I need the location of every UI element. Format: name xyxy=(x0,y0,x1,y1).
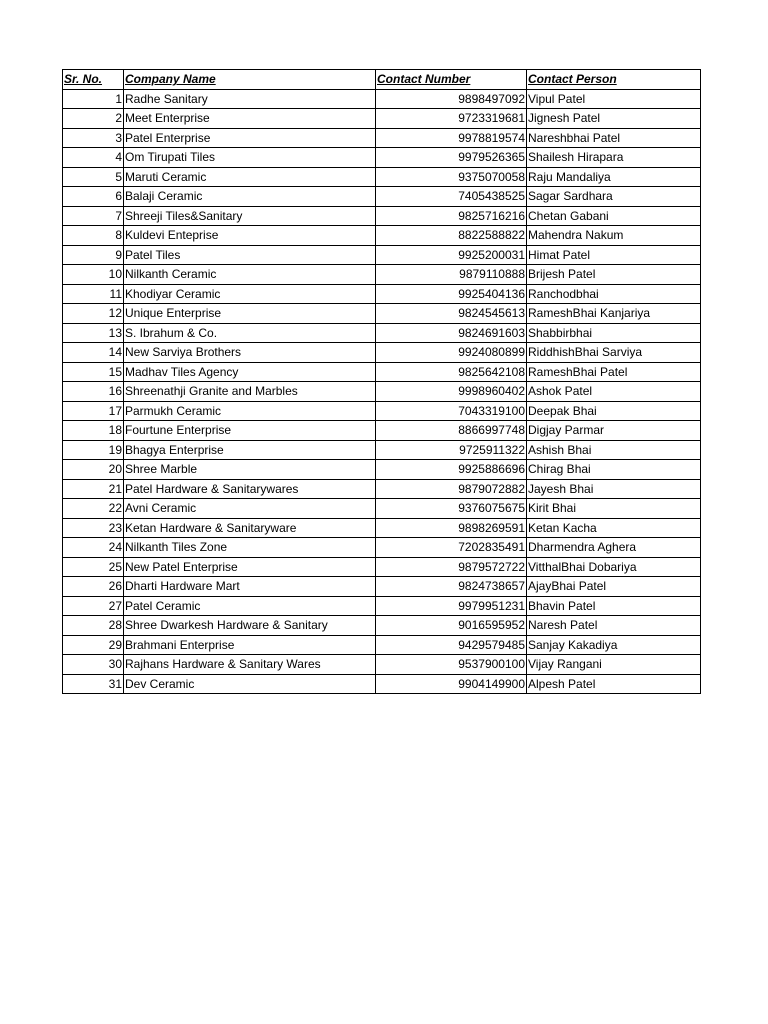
company-name-cell: Avni Ceramic xyxy=(124,499,376,519)
contact-number-cell: 9879572722 xyxy=(376,557,527,577)
sr-no-cell: 25 xyxy=(63,557,124,577)
sr-no-cell: 13 xyxy=(63,323,124,343)
table-row xyxy=(63,460,701,480)
sr-no-cell: 27 xyxy=(63,596,124,616)
contact-number-cell: 9979526365 xyxy=(376,148,527,168)
contact-person-cell: Ashok Patel xyxy=(527,382,701,402)
contact-number-cell: 9898269591 xyxy=(376,518,527,538)
sr-no-cell: 8 xyxy=(63,226,124,246)
sr-no-cell: 1 xyxy=(63,89,124,109)
sr-no-cell: 19 xyxy=(63,440,124,460)
contact-person-cell: Kirit Bhai xyxy=(527,499,701,519)
sr-no-cell: 24 xyxy=(63,538,124,558)
contact-number-cell: 9925200031 xyxy=(376,245,527,265)
contact-person-cell: Bhavin Patel xyxy=(527,596,701,616)
table-row xyxy=(63,596,701,616)
table-row xyxy=(63,265,701,285)
company-name-cell: Patel Hardware & Sanitarywares xyxy=(124,479,376,499)
contact-person-cell: AjayBhai Patel xyxy=(527,577,701,597)
company-name-cell: Dev Ceramic xyxy=(124,674,376,694)
table-row xyxy=(63,109,701,129)
company-name-cell: Nilkanth Ceramic xyxy=(124,265,376,285)
contact-number-cell: 9879110888 xyxy=(376,265,527,285)
contact-number-cell: 9898497092 xyxy=(376,89,527,109)
sr-no-cell: 2 xyxy=(63,109,124,129)
table-row xyxy=(63,616,701,636)
sr-no-cell: 26 xyxy=(63,577,124,597)
sr-no-cell: 16 xyxy=(63,382,124,402)
sr-no-cell: 28 xyxy=(63,616,124,636)
contact-number-cell: 8866997748 xyxy=(376,421,527,441)
contact-person-cell: RiddhishBhai Sarviya xyxy=(527,343,701,363)
contact-number-cell: 9825642108 xyxy=(376,362,527,382)
company-name-cell: Madhav Tiles Agency xyxy=(124,362,376,382)
sr-no-cell: 14 xyxy=(63,343,124,363)
company-name-cell: Balaji Ceramic xyxy=(124,187,376,207)
sr-no-cell: 11 xyxy=(63,284,124,304)
company-name-cell: Brahmani Enterprise xyxy=(124,635,376,655)
contact-number-cell: 9723319681 xyxy=(376,109,527,129)
company-name-cell: Rajhans Hardware & Sanitary Wares xyxy=(124,655,376,675)
company-name-cell: Fourtune Enterprise xyxy=(124,421,376,441)
company-name-cell: New Patel Enterprise xyxy=(124,557,376,577)
contact-person-cell: Ranchodbhai xyxy=(527,284,701,304)
contact-number-cell: 9979951231 xyxy=(376,596,527,616)
table-row xyxy=(63,577,701,597)
contact-number-cell: 9904149900 xyxy=(376,674,527,694)
sr-no-cell: 3 xyxy=(63,128,124,148)
contact-person-cell: RameshBhai Patel xyxy=(527,362,701,382)
contact-person-cell: Naresh Patel xyxy=(527,616,701,636)
sr-no-cell: 6 xyxy=(63,187,124,207)
contact-person-cell: Brijesh Patel xyxy=(527,265,701,285)
sr-no-cell: 21 xyxy=(63,479,124,499)
sr-no-cell: 17 xyxy=(63,401,124,421)
company-name-cell: Parmukh Ceramic xyxy=(124,401,376,421)
sr-no-cell: 5 xyxy=(63,167,124,187)
contact-number-cell: 9924080899 xyxy=(376,343,527,363)
company-name-cell: Dharti Hardware Mart xyxy=(124,577,376,597)
table-row xyxy=(63,245,701,265)
sr-no-cell: 7 xyxy=(63,206,124,226)
company-name-cell: Patel Tiles xyxy=(124,245,376,265)
table-row xyxy=(63,148,701,168)
sr-no-cell: 15 xyxy=(63,362,124,382)
contact-person-cell: Ketan Kacha xyxy=(527,518,701,538)
sr-no-cell: 31 xyxy=(63,674,124,694)
company-name-cell: Maruti Ceramic xyxy=(124,167,376,187)
company-name-cell: Unique Enterprise xyxy=(124,304,376,324)
company-name-cell: Bhagya Enterprise xyxy=(124,440,376,460)
contact-number-cell: 7405438525 xyxy=(376,187,527,207)
company-name-cell: Khodiyar Ceramic xyxy=(124,284,376,304)
company-name-cell: Radhe Sanitary xyxy=(124,89,376,109)
contact-person-cell: Dharmendra Aghera xyxy=(527,538,701,558)
contact-person-cell: Shabbirbhai xyxy=(527,323,701,343)
table-row xyxy=(63,89,701,109)
company-name-cell: Shree Dwarkesh Hardware & Sanitary xyxy=(124,616,376,636)
contact-number-cell: 9725911322 xyxy=(376,440,527,460)
contact-person-cell: Jignesh Patel xyxy=(527,109,701,129)
company-name-cell: Meet Enterprise xyxy=(124,109,376,129)
company-name-cell: Shree Marble xyxy=(124,460,376,480)
sr-no-cell: 23 xyxy=(63,518,124,538)
company-name-cell: Shreeji Tiles&Sanitary xyxy=(124,206,376,226)
contact-number-cell: 9824738657 xyxy=(376,577,527,597)
table-row xyxy=(63,499,701,519)
table-row xyxy=(63,343,701,363)
contact-number-cell: 9429579485 xyxy=(376,635,527,655)
table-row xyxy=(63,206,701,226)
table-row xyxy=(63,655,701,675)
table-row xyxy=(63,323,701,343)
table-row xyxy=(63,421,701,441)
header-row xyxy=(63,70,701,90)
company-name-cell: Patel Ceramic xyxy=(124,596,376,616)
company-name-cell: Patel Enterprise xyxy=(124,128,376,148)
table-row xyxy=(63,187,701,207)
table-row xyxy=(63,284,701,304)
contact-person-cell: Vijay Rangani xyxy=(527,655,701,675)
contact-number-cell: 9925404136 xyxy=(376,284,527,304)
company-name-cell: Ketan Hardware & Sanitaryware xyxy=(124,518,376,538)
contact-number-cell: 9998960402 xyxy=(376,382,527,402)
contact-person-cell: Mahendra Nakum xyxy=(527,226,701,246)
table-row xyxy=(63,538,701,558)
table-row xyxy=(63,401,701,421)
sr-no-cell: 12 xyxy=(63,304,124,324)
contact-person-cell: Himat Patel xyxy=(527,245,701,265)
table-row xyxy=(63,167,701,187)
contact-person-cell: Chirag Bhai xyxy=(527,460,701,480)
sr-no-cell: 30 xyxy=(63,655,124,675)
table-row xyxy=(63,382,701,402)
company-name-cell: Shreenathji Granite and Marbles xyxy=(124,382,376,402)
header-sr-no: Sr. No. xyxy=(63,70,124,90)
contact-person-cell: RameshBhai Kanjariya xyxy=(527,304,701,324)
table-row xyxy=(63,518,701,538)
contact-number-cell: 9016595952 xyxy=(376,616,527,636)
contact-person-cell: Shailesh Hirapara xyxy=(527,148,701,168)
contact-number-cell: 7043319100 xyxy=(376,401,527,421)
contact-person-cell: Ashish Bhai xyxy=(527,440,701,460)
header-contact-person: Contact Person xyxy=(527,70,701,90)
table-row xyxy=(63,362,701,382)
table-body xyxy=(63,89,701,694)
sr-no-cell: 29 xyxy=(63,635,124,655)
contact-person-cell: Chetan Gabani xyxy=(527,206,701,226)
table-row xyxy=(63,674,701,694)
contact-number-cell: 9537900100 xyxy=(376,655,527,675)
contact-number-cell: 9879072882 xyxy=(376,479,527,499)
table-row xyxy=(63,128,701,148)
contact-number-cell: 9978819574 xyxy=(376,128,527,148)
table-row xyxy=(63,304,701,324)
company-name-cell: New Sarviya Brothers xyxy=(124,343,376,363)
header-company-name: Company Name xyxy=(124,70,376,90)
contact-person-cell: VitthalBhai Dobariya xyxy=(527,557,701,577)
contact-person-cell: Sagar Sardhara xyxy=(527,187,701,207)
sr-no-cell: 20 xyxy=(63,460,124,480)
company-name-cell: Om Tirupati Tiles xyxy=(124,148,376,168)
contact-number-cell: 8822588822 xyxy=(376,226,527,246)
company-name-cell: S. Ibrahum & Co. xyxy=(124,323,376,343)
contact-person-cell: Deepak Bhai xyxy=(527,401,701,421)
sr-no-cell: 22 xyxy=(63,499,124,519)
contact-number-cell: 9824545613 xyxy=(376,304,527,324)
contact-number-cell: 9825716216 xyxy=(376,206,527,226)
contact-person-cell: Nareshbhai Patel xyxy=(527,128,701,148)
contact-person-cell: Raju Mandaliya xyxy=(527,167,701,187)
header-contact-number: Contact Number xyxy=(376,70,527,90)
sr-no-cell: 10 xyxy=(63,265,124,285)
contact-person-cell: Digjay Parmar xyxy=(527,421,701,441)
contact-number-cell: 9925886696 xyxy=(376,460,527,480)
contact-number-cell: 9376075675 xyxy=(376,499,527,519)
sr-no-cell: 9 xyxy=(63,245,124,265)
company-name-cell: Kuldevi Enteprise xyxy=(124,226,376,246)
contact-number-cell: 7202835491 xyxy=(376,538,527,558)
sr-no-cell: 18 xyxy=(63,421,124,441)
table-row xyxy=(63,440,701,460)
table-row xyxy=(63,479,701,499)
contact-number-cell: 9824691603 xyxy=(376,323,527,343)
company-name-cell: Nilkanth Tiles Zone xyxy=(124,538,376,558)
contact-person-cell: Alpesh Patel xyxy=(527,674,701,694)
sr-no-cell: 4 xyxy=(63,148,124,168)
contact-number-cell: 9375070058 xyxy=(376,167,527,187)
table-row xyxy=(63,635,701,655)
contact-person-cell: Sanjay Kakadiya xyxy=(527,635,701,655)
table-row xyxy=(63,557,701,577)
contact-table xyxy=(62,69,701,694)
contact-person-cell: Vipul Patel xyxy=(527,89,701,109)
table-row xyxy=(63,226,701,246)
contact-person-cell: Jayesh Bhai xyxy=(527,479,701,499)
